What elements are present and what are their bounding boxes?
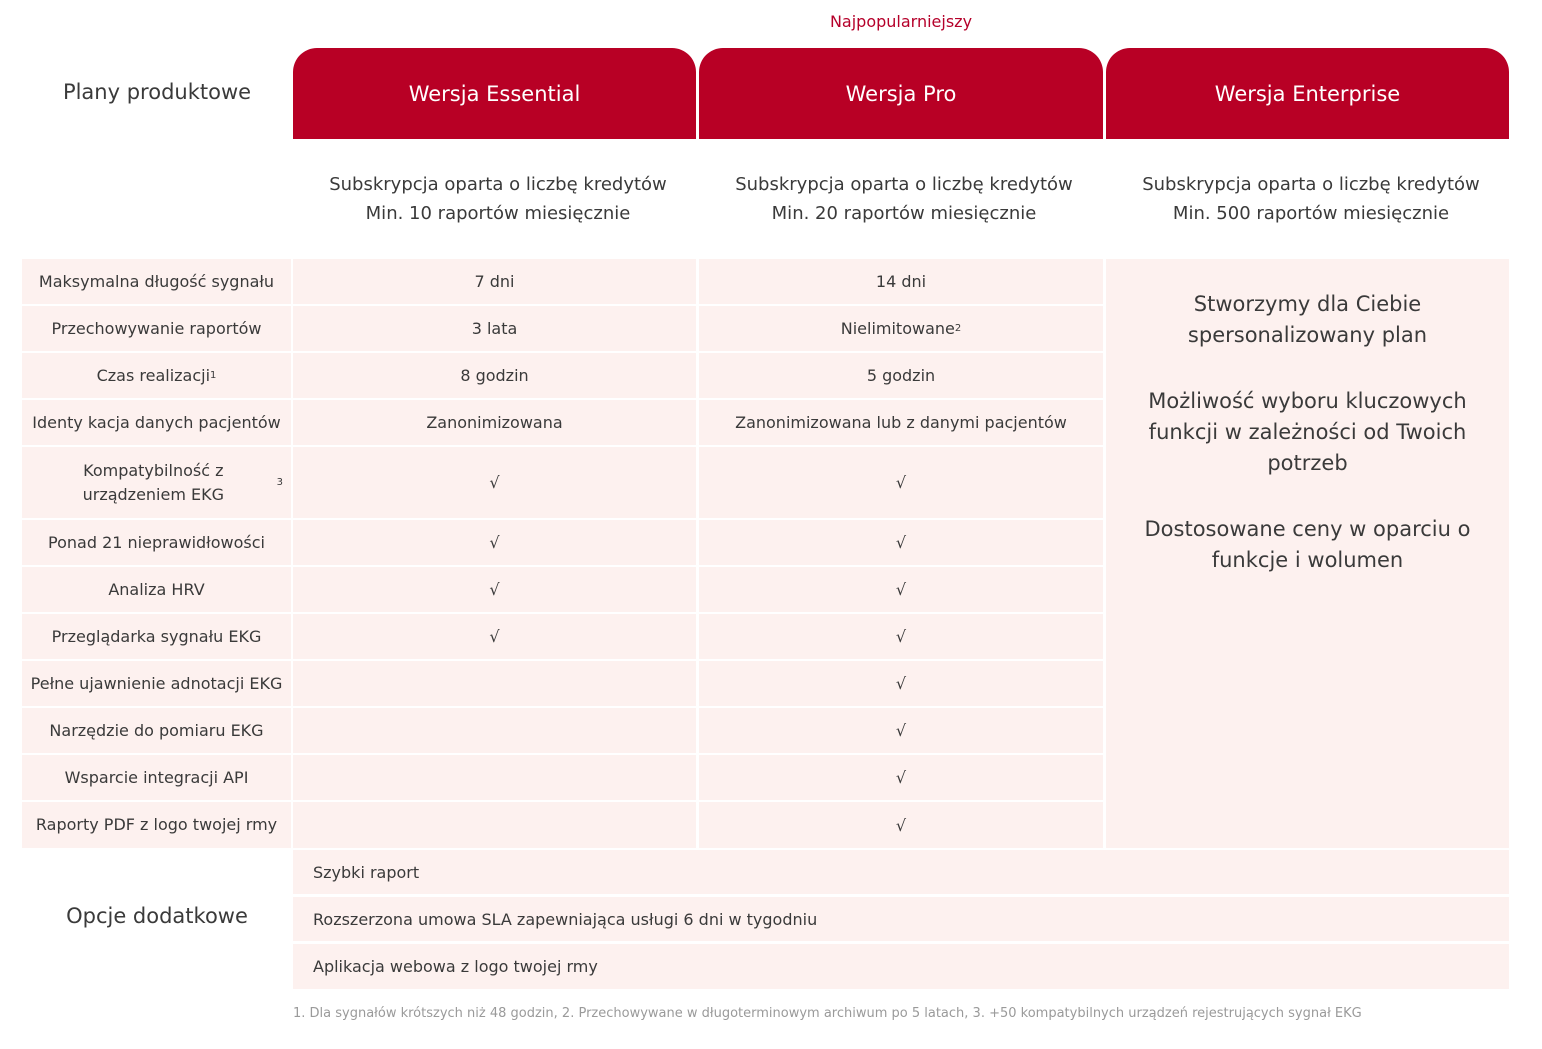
- pro-value-text: √: [895, 674, 907, 693]
- feature-label-text: Kompatybilność z urządzeniem EKG: [82, 460, 225, 504]
- enterprise-text: Dostosowane ceny w oparciu o funkcje i wolumen: [1144, 517, 1471, 572]
- feature-label: [22, 567, 291, 612]
- pro-value-text: 14 dni: [875, 272, 927, 291]
- pro-check-icon: [699, 614, 1103, 659]
- pro-check-icon: [699, 661, 1103, 706]
- addon-item: Rozszerzona umowa SLA zapewniająca usługi 6 dni w tygodniu: [293, 897, 1509, 941]
- feature-label-text: Przechowywanie raportów: [51, 318, 262, 338]
- essential-value: [293, 755, 696, 800]
- pro-check-icon: [699, 755, 1103, 800]
- pro-value: [699, 306, 1103, 351]
- essential-value: 7 dni: [293, 259, 696, 304]
- plan-description-essential: [293, 170, 703, 234]
- feature-label-text: Identy kacja danych pacjentów: [32, 412, 281, 432]
- plan-header-enterprise[interactable]: Wersja Enterprise: [1106, 48, 1509, 139]
- footnote-marker: 2: [954, 323, 962, 334]
- pro-value: [699, 353, 1103, 398]
- plan-description-line: Subskrypcja oparta o liczbę kredytów: [1142, 174, 1480, 195]
- most-popular-label: Najpopularniejszy: [829, 12, 973, 31]
- plans-title: Plany produktowe: [62, 80, 252, 104]
- enterprise-custom-plan: [1106, 259, 1509, 848]
- feature-label-text: Ponad 21 nieprawidłowości: [48, 532, 265, 552]
- essential-check-icon: √: [293, 447, 696, 518]
- essential-check-icon: √: [293, 614, 696, 659]
- feature-label-text: Raporty PDF z logo twojej rmy: [35, 815, 278, 834]
- pro-value-text: Zanonimizowana lub z danymi pacjentów: [735, 413, 1067, 432]
- pro-value-text: √: [895, 768, 907, 787]
- plan-description-line: Min. 20 raportów miesięcznie: [771, 203, 1037, 224]
- pro-value-text: √: [895, 627, 907, 646]
- pro-value-text: √: [895, 580, 907, 599]
- feature-label: [22, 802, 291, 848]
- pro-value: [699, 400, 1103, 445]
- feature-label-text: Analiza HRV: [108, 579, 205, 599]
- pro-value-text: √: [895, 815, 907, 835]
- essential-check-icon: √: [293, 567, 696, 612]
- feature-label-text: Wsparcie integracji API: [64, 767, 249, 787]
- feature-label-text: Pełne ujawnienie adnotacji EKG: [30, 673, 283, 693]
- pro-value-text: √: [895, 721, 907, 740]
- feature-label-text: Narzędzie do pomiaru EKG: [49, 720, 264, 740]
- feature-label: [22, 520, 291, 565]
- footnote-marker: 3: [276, 476, 283, 488]
- pro-value-text: √: [895, 533, 907, 552]
- pro-value-text: 5 godzin: [866, 366, 936, 385]
- pro-check-icon: [699, 567, 1103, 612]
- feature-label: [22, 447, 291, 518]
- pro-value-text: Nielimitowane: [840, 319, 955, 338]
- plan-description-line: Min. 10 raportów miesięcznie: [365, 203, 631, 224]
- essential-check-icon: √: [293, 520, 696, 565]
- feature-label: [22, 259, 291, 304]
- plan-description-line: Subskrypcja oparta o liczbę kredytów: [329, 174, 667, 195]
- essential-value: [293, 708, 696, 753]
- feature-label: [22, 755, 291, 800]
- enterprise-text: Możliwość wyboru kluczowych funkcji w zależności od Twoich potrzeb: [1148, 389, 1467, 475]
- feature-label: [22, 661, 291, 706]
- essential-value: [293, 661, 696, 706]
- feature-label: [22, 353, 291, 398]
- addon-item: Aplikacja webowa z logo twojej rmy: [293, 944, 1509, 989]
- feature-label: [22, 708, 291, 753]
- essential-value: 3 lata: [293, 306, 696, 351]
- plan-description-line: Subskrypcja oparta o liczbę kredytów: [735, 174, 1073, 195]
- pro-value-text: √: [895, 473, 907, 492]
- plan-header-essential[interactable]: Wersja Essential: [293, 48, 696, 139]
- feature-label-text: Maksymalna długość sygnału: [38, 271, 275, 291]
- plan-description-line: Min. 500 raportów miesięcznie: [1172, 203, 1450, 224]
- plan-description-pro: [699, 170, 1109, 234]
- essential-value: 8 godzin: [293, 353, 696, 398]
- feature-label: [22, 614, 291, 659]
- pro-check-icon: [699, 708, 1103, 753]
- enterprise-text: Stworzymy dla Ciebie spersonalizowany plan: [1187, 292, 1428, 347]
- plan-header-pro[interactable]: Wersja Pro: [699, 48, 1103, 139]
- pro-check-icon: [699, 520, 1103, 565]
- pro-check-icon: [699, 447, 1103, 518]
- pro-check-icon: [699, 802, 1103, 848]
- feature-label-text: Przeglądarka sygnału EKG: [51, 626, 262, 646]
- essential-value: [293, 802, 696, 848]
- footnotes: 1. Dla sygnałów krótszych niż 48 godzin, 2. Przechowywane w długoterminowym archiwum po 5 latach, 3. +50 kompatybilnych urządzeń rejestrujących sygnał EKG: [293, 1006, 1362, 1021]
- feature-label: [22, 400, 291, 445]
- pro-value: [699, 259, 1103, 304]
- feature-label: [22, 306, 291, 351]
- footnote-marker: 1: [210, 369, 217, 381]
- plan-description-enterprise: [1106, 170, 1516, 234]
- essential-value: Zanonimizowana: [293, 400, 696, 445]
- feature-label-text: Czas realizacji: [96, 365, 211, 385]
- addons-title: Opcje dodatkowe: [66, 904, 248, 928]
- addon-item: Szybki raport: [293, 850, 1509, 894]
